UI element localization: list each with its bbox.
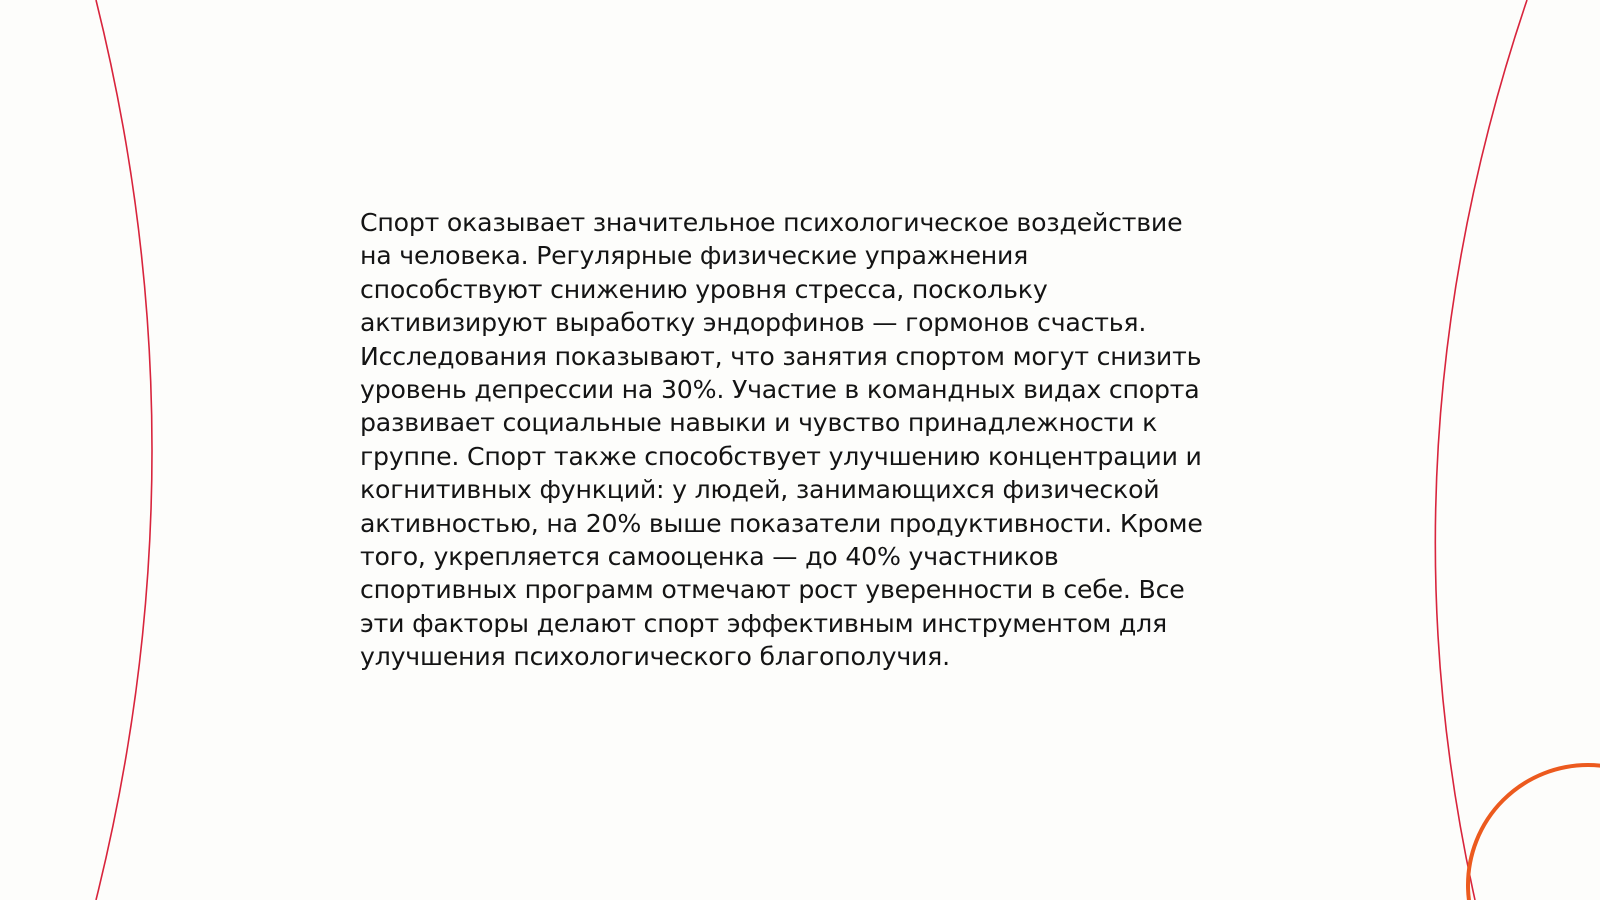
body-line: Спорт оказывает значительное психологическое воздействие [360,208,1183,237]
left-curve-line [96,0,152,900]
body-line: когнитивных функций: у людей, занимающихся физической [360,475,1160,505]
body-line: того, укрепляется самооценка — до 40% участников [360,542,1059,572]
body-line: эти факторы делают спорт эффективным инструментом для [360,608,1167,638]
body-line: уровень депрессии на 30%. Участие в командных видах спорта [360,375,1200,405]
body-line: активностью, на 20% выше показатели продуктивности. Кроме [360,508,1203,538]
body-line: Исследования показывают, что занятия спортом могут снизить [360,341,1202,371]
body-line: способствуют снижению уровня стресса, поскольку [360,274,1048,304]
body-line: на человека. Регулярные физические упражнения [360,241,1029,271]
right-curve-line [1435,0,1527,900]
body-paragraph [360,206,1240,674]
orange-circle-outline [1468,765,1600,900]
body-line: активизируют выработку эндорфинов — гормонов счастья. [360,308,1147,338]
body-line: развивает социальные навыки и чувство принадлежности к [360,408,1158,438]
body-line: улучшения психологического благополучия. [360,642,950,672]
body-line: спортивных программ отмечают рост уверенности в себе. Все [360,575,1185,605]
body-line: группе. Спорт также способствует улучшению концентрации и [360,441,1202,471]
